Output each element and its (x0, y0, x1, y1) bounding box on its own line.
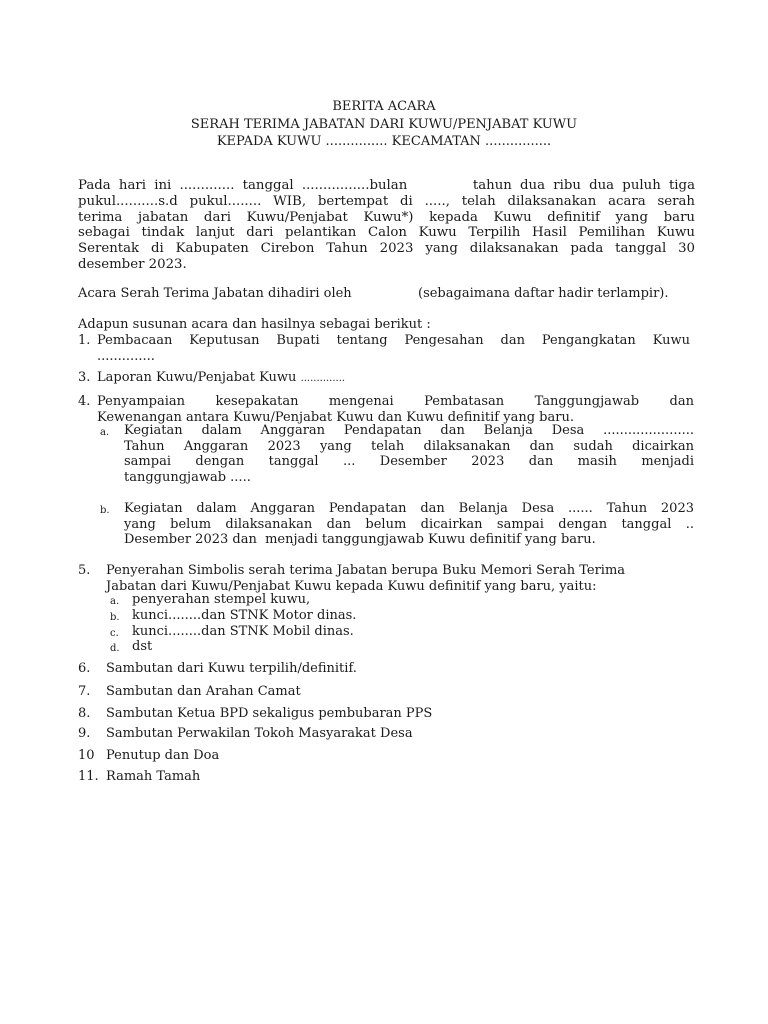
intro-line: Pada hari ini ............. tanggal ................bulan tahun dua ribu dua puluh tiga (78, 178, 695, 193)
intro-paragraph (78, 178, 695, 273)
doc-subtitle-2: KEPADA KUWU ............... KECAMATAN ................ (216, 134, 552, 149)
sub-text: kunci........dan STNK Motor dinas. (132, 608, 357, 623)
item-text: Sambutan Perwakilan Tokoh Masyarakat Desa (106, 726, 413, 741)
sub-text: tanggungjawab ..... (124, 469, 251, 485)
agenda-item-1 (97, 333, 690, 364)
sub-text: Kegiatan dalam Anggaran Pendapatan dan Belanja Desa ...... Tahun 2023 (124, 501, 694, 516)
sub-text: penyerahan stempel kuwu, (132, 592, 311, 607)
item-number: 9. (78, 726, 91, 741)
item-text: Jabatan dari Kuwu/Penjabat Kuwu kepada Kuwu definitif yang baru, yaitu: (106, 578, 597, 594)
agenda-item-3 (97, 370, 690, 387)
item-text: Ramah Tamah (106, 769, 201, 784)
attendance-text: Acara Serah Terima Jabatan dihadiri oleh (78, 286, 352, 301)
sub-text: Tahun Anggaran 2023 yang telah dilaksanakan dan sudah dicairkan (124, 438, 694, 454)
item-text: Penyerahan Simbolis serah terima Jabatan berupa Buku Memori Serah Terima (106, 563, 626, 578)
sub-text: Desember 2023 dan menjadi tanggungjawab Kuwu definitif yang baru. (124, 532, 596, 548)
item-number: 5. (78, 563, 91, 578)
item-text: Penyampaian kesepakatan mengenai Pembatasan Tanggungjawab dan (97, 394, 694, 409)
sub-text: dst (132, 639, 153, 654)
sub-letter: a. (100, 427, 110, 438)
item-text: Laporan Kuwu/Penjabat Kuwu (97, 370, 297, 385)
agenda-heading: Adapun susunan acara dan hasilnya sebagai berikut : (78, 317, 431, 332)
agenda-item-5 (106, 563, 698, 594)
item-text: Penutup dan Doa (106, 748, 220, 763)
doc-subtitle: SERAH TERIMA JABATAN DARI KUWU/PENJABAT KUWU (190, 117, 578, 132)
agenda-item-4 (97, 394, 694, 425)
sub-letter: b. (100, 505, 110, 516)
item-number: 11. (78, 769, 99, 784)
sub-item-b (124, 501, 694, 548)
sub-text: kunci........dan STNK Mobil dinas. (132, 624, 354, 639)
attendance-note: (sebagaimana daftar hadir terlampir). (418, 286, 669, 301)
item-number: 4. (78, 394, 91, 409)
doc-title: BERITA ACARA (332, 99, 436, 114)
item-text: Pembacaan Keputusan Bupati tentang Pengesahan dan Pengangkatan Kuwu (97, 333, 690, 348)
sub-text: sampai dengan tanggal ... Desember 2023 dan masih menjadi (124, 454, 694, 470)
item-number: 6. (78, 661, 91, 676)
sub-letter: b. (110, 612, 120, 623)
item-dots: .............. (300, 373, 346, 384)
intro-line: terima jabatan dari Kuwu/Penjabat Kuwu*) kepada Kuwu definitif yang baru (78, 209, 695, 225)
item-text: Kewenangan antara Kuwu/Penjabat Kuwu dan Kuwu definitif yang baru. (97, 409, 574, 425)
item-text: Sambutan Ketua BPD sekaligus pembubaran PPS (106, 706, 433, 721)
sub-letter: c. (110, 628, 119, 639)
item-text: Sambutan dan Arahan Camat (106, 684, 301, 699)
item-number: 1. (78, 333, 91, 348)
item-number: 10 (78, 748, 95, 763)
sub-item-a (124, 423, 694, 485)
sub-letter: d. (110, 643, 120, 654)
sub-text: Kegiatan dalam Anggaran Pendapatan dan Belanja Desa ...................... (124, 423, 694, 438)
item-text: Sambutan dari Kuwu terpilih/definitif. (106, 661, 357, 676)
attendance-line (78, 286, 695, 302)
intro-line: desember 2023. (78, 256, 187, 272)
sub-text: yang belum dilaksanakan dan belum dicairkan sampai dengan tanggal .. (124, 516, 694, 532)
intro-line: Serentak di Kabupaten Cirebon Tahun 2023 yang dilaksanakan pada tanggal 30 (78, 241, 695, 257)
item-number: 7. (78, 684, 91, 699)
item-number: 3. (78, 370, 91, 385)
sub-letter: a. (110, 596, 120, 607)
item-number: 8. (78, 706, 91, 721)
intro-line: pukul..........s.d pukul........ WIB, bertempat di ....., telah dilaksanakan acara serah (78, 193, 695, 209)
item-dots: .............. (97, 348, 155, 364)
intro-line: sebagai tindak lanjut dari pelantikan Calon Kuwu Terpilih Hasil Pemilihan Kuwu (78, 225, 695, 241)
